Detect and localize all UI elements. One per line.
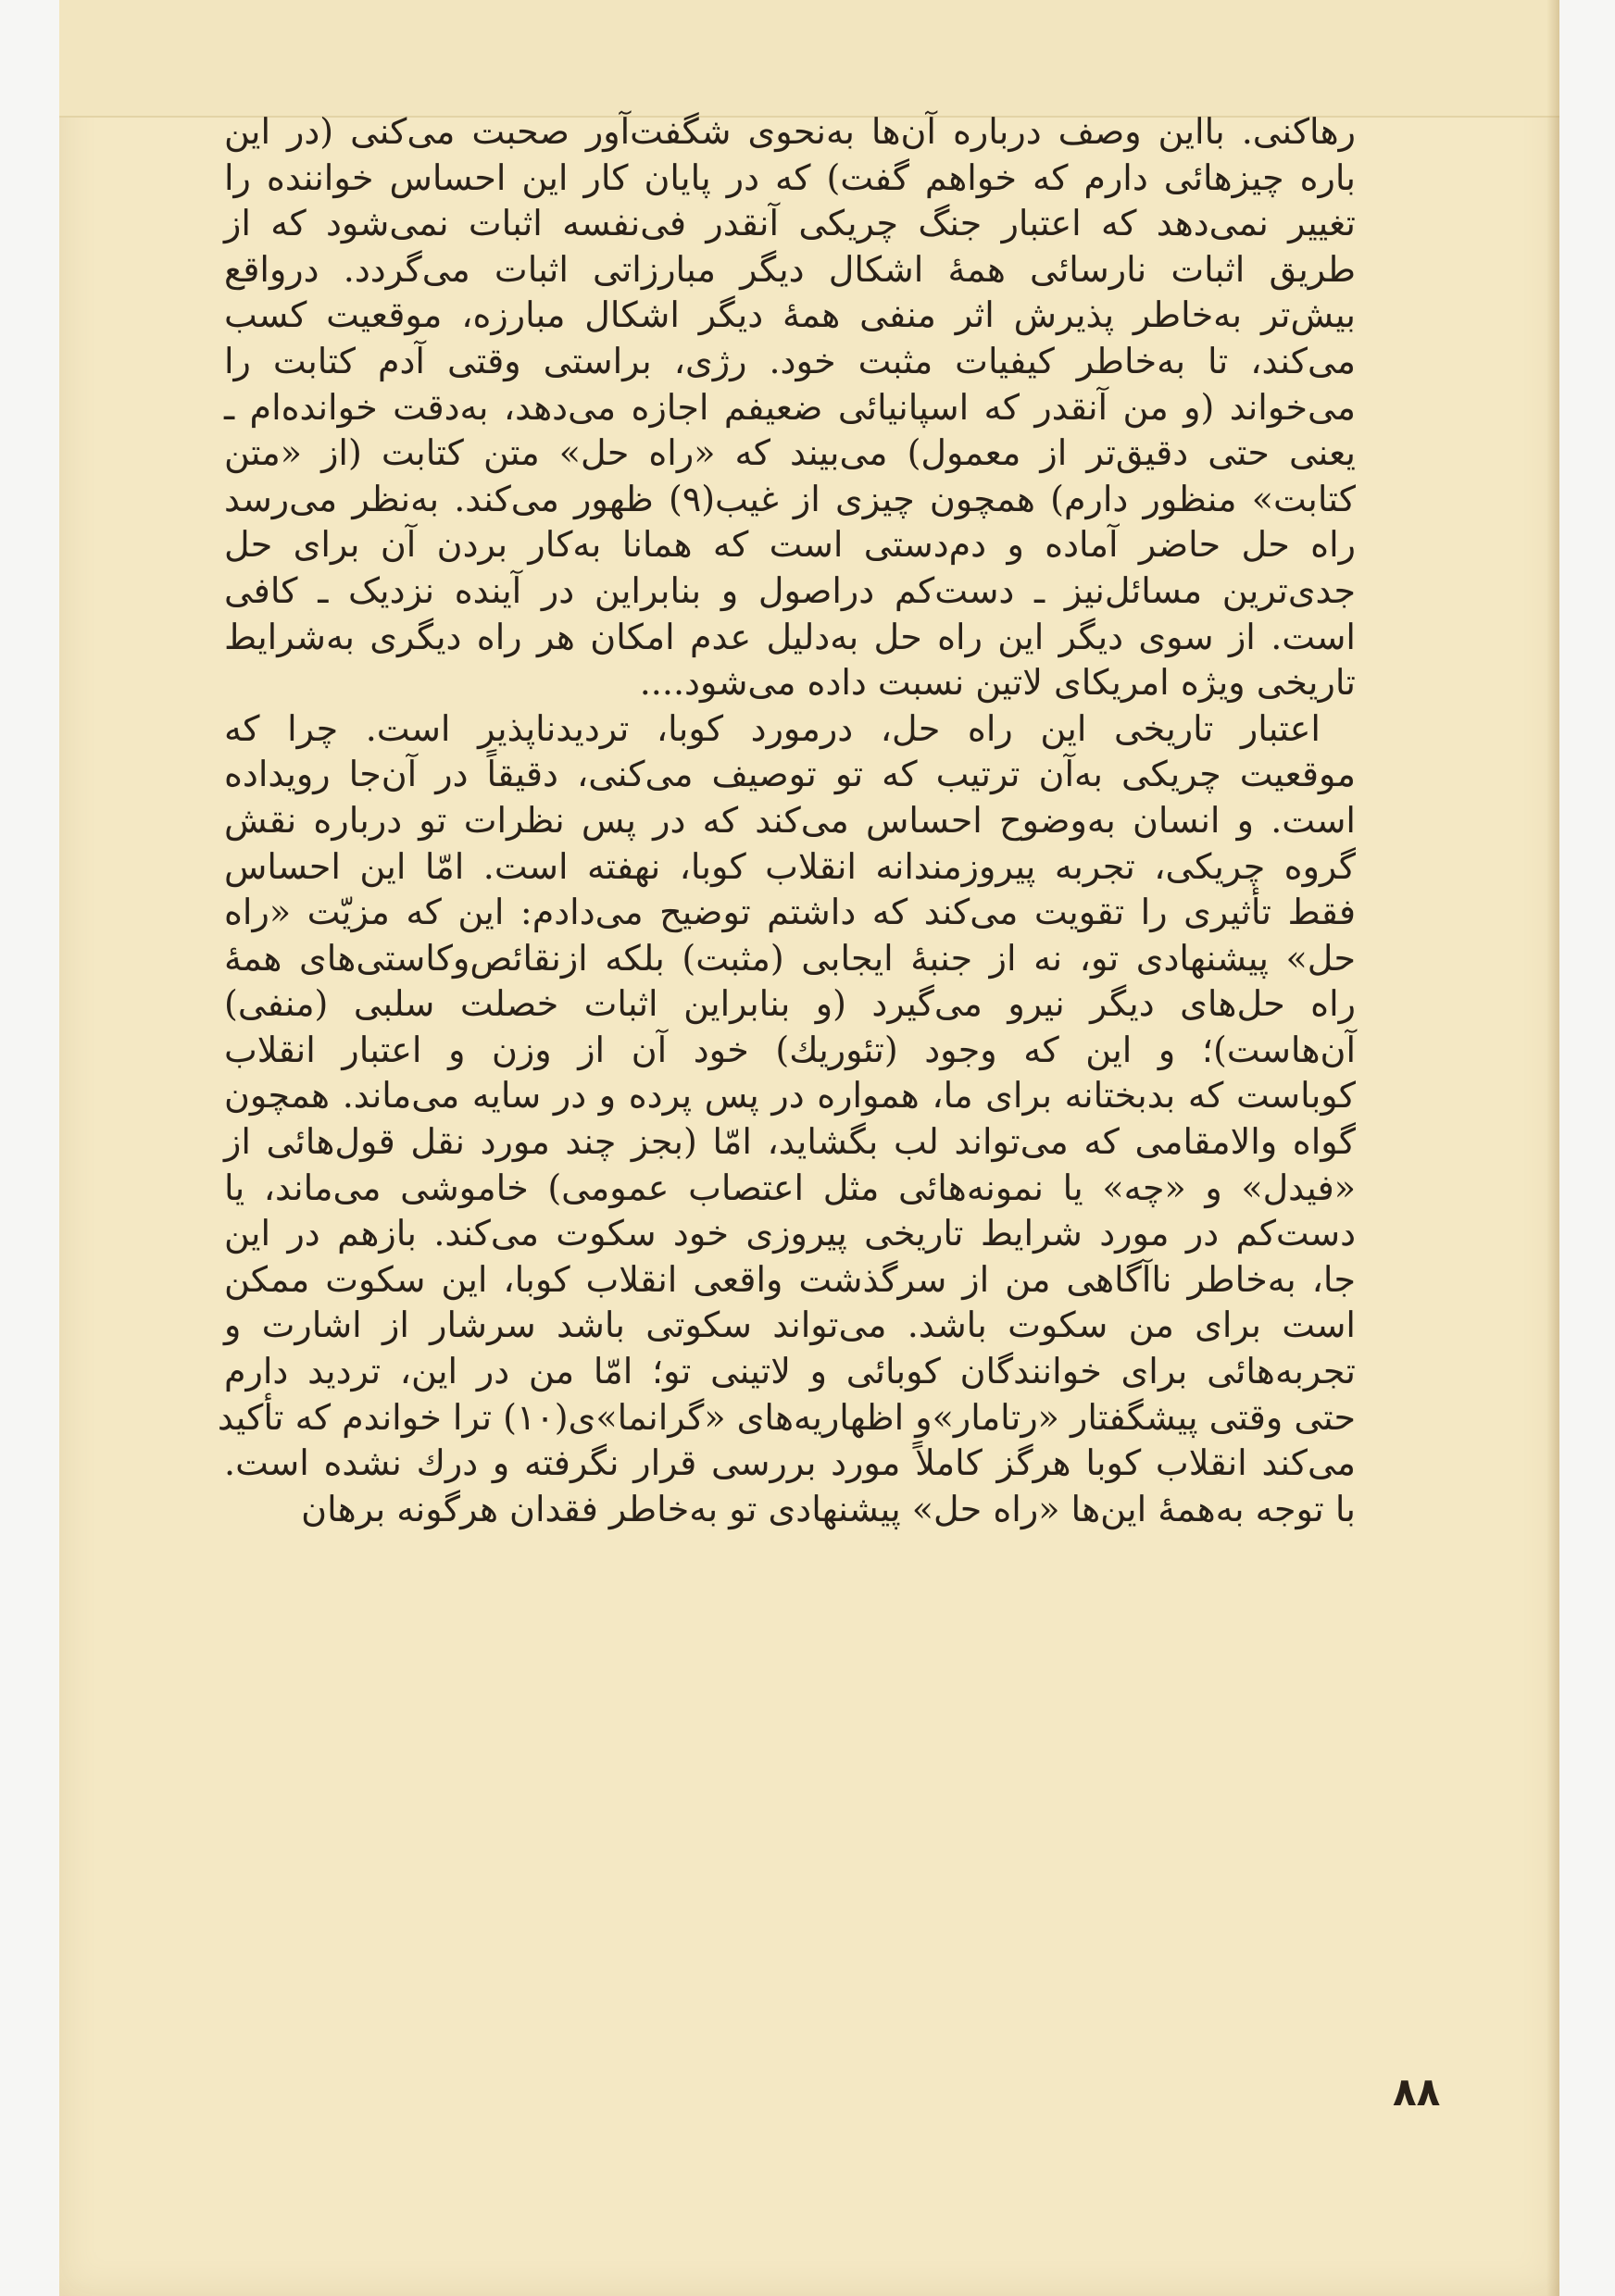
- text-line: با توجه به‌همهٔ این‌ها «راه حل» پیشنهادی تو به‌خاطر فقدان هرگونه برهان: [301, 1488, 1356, 1529]
- text-line: کوباست که بدبختانه برای ما، همواره در پس پرده و در سایه می‌ماند. همچون: [224, 1075, 1356, 1117]
- text-line: موقعیت چریکی به‌آن ترتیب که تو توصیف می‌کنی، دقیقاً در آن‌جا رویداده: [224, 754, 1356, 795]
- text-line: است. از سوی دیگر این راه حل به‌دلیل عدم امکان هر راه دیگری به‌شرایط: [224, 616, 1356, 657]
- text-line: حتی وقتی پیشگفتار «رتامار»و اظهاریه‌های «گرانما»ی(۱۰) ترا خواندم که تأکید: [217, 1396, 1356, 1438]
- page-number: ۸۸: [1393, 2069, 1441, 2115]
- text-line: اعتبار تاریخی این راه حل، درمورد کوبا، تردیدناپذیر است. چرا که: [224, 707, 1321, 749]
- text-line: فقط تأثیری را تقویت می‌کند که داشتم توضیح می‌دادم: این که مزیّت «راه: [224, 892, 1356, 933]
- text-line: تجربه‌هائی برای خوانندگان کوبائی و لاتینی تو؛ امّا من در این، تردید دارم: [224, 1351, 1356, 1392]
- book-page: [59, 0, 1559, 2296]
- text-line: باره چیزهائی دارم که خواهم گفت) که در پایان کار این احساس خواننده را: [224, 156, 1356, 198]
- text-line: رهاکنی. بااین وصف درباره آن‌ها به‌نحوی شگفت‌آور صحبت می‌کنی (در این: [224, 111, 1356, 152]
- text-line: «فیدل» و «چه» یا نمونه‌هائی مثل اعتصاب عمومی) خاموشی می‌ماند، یا: [224, 1167, 1356, 1208]
- text-line: است. و انسان به‌وضوح احساس می‌کند که در پس نظرات تو درباره نقش: [224, 799, 1356, 841]
- text-line: آن‌هاست)؛ و این که وجود (تئوریك) خود آن از وزن و اعتبار انقلاب: [224, 1029, 1356, 1070]
- text-line: جا، به‌خاطر ناآگاهی من از سرگذشت واقعی انقلاب کوبا، این سکوت ممکن: [224, 1258, 1356, 1300]
- text-line: است برای من سکوت باشد. می‌تواند سکوتی باشد سرشار از اشارت و: [224, 1304, 1356, 1346]
- text-line: جدی‌ترین مسائل‌نیز ـ دست‌کم دراصول و بنابراین در آینده نزدیک ـ کافی: [224, 569, 1356, 611]
- page-top-margin: [59, 0, 1559, 118]
- text-line: گروه چریکی، تجربه پیروزمندانه انقلاب کوبا، نهفته است. امّا این احساس: [224, 845, 1356, 887]
- text-line: حل» پیشنهادی تو، نه از جنبهٔ ایجابی (مثبت) بلکه ازنقائص‌وکاستی‌های همهٔ: [224, 937, 1356, 979]
- text-line: می‌خواند (و من آنقدر که اسپانیائی ضعیفم اجازه می‌دهد، به‌دقت خوانده‌ام ـ: [224, 386, 1356, 428]
- text-line: یعنی حتی دقیق‌تر از معمول) می‌بیند که «راه حل» متن کتابت (از «متن: [224, 432, 1356, 474]
- text-line: بیش‌تر به‌خاطر پذیرش اثر منفی همهٔ دیگر اشکال مبارزه، موقعیت کسب: [224, 294, 1356, 336]
- page-edge-shadow: [1546, 0, 1559, 2296]
- text-line: کتابت» منظور دارم) همچون چیزی از غیب(۹) ظهور می‌کند. به‌نظر می‌رسد: [224, 478, 1356, 519]
- paragraph: [224, 109, 1356, 706]
- page-body-text: [217, 109, 1356, 1532]
- text-line: دست‌کم در مورد شرایط تاریخی پیروزی خود سکوت می‌کند. بازهم در این: [224, 1213, 1356, 1254]
- text-line: تغییر نمی‌دهد که اعتبار جنگ چریکی آنقدر فی‌نفسه اثبات نمی‌شود که از: [224, 203, 1356, 244]
- text-line: راه حل حاضر آماده و دم‌دستی است که همانا به‌کار بردن آن برای حل: [224, 524, 1356, 566]
- text-line: می‌کند، تا به‌خاطر کیفیات مثبت خود. رژی، براستی وقتی آدم کتابت را: [224, 340, 1356, 381]
- text-line: راه حل‌های دیگر نیرو می‌گیرد (و بنابراین اثبات خصلت سلبی (منفی): [224, 983, 1356, 1025]
- text-line: تاریخی ویژه امریکای لاتین نسبت داده می‌شود....: [639, 662, 1356, 704]
- paragraph: [217, 706, 1356, 1533]
- text-line: طریق اثبات نارسائی همهٔ اشکال دیگر مبارزاتی اثبات می‌گردد. درواقع: [224, 248, 1356, 290]
- text-line: گواه والامقامی که می‌تواند لب بگشاید، امّا (بجز چند مورد نقل قول‌هائی از: [224, 1121, 1356, 1163]
- text-line: می‌کند انقلاب کوبا هرگز کاملاً مورد بررسی قرار نگرفته و درك نشده است.: [224, 1442, 1356, 1484]
